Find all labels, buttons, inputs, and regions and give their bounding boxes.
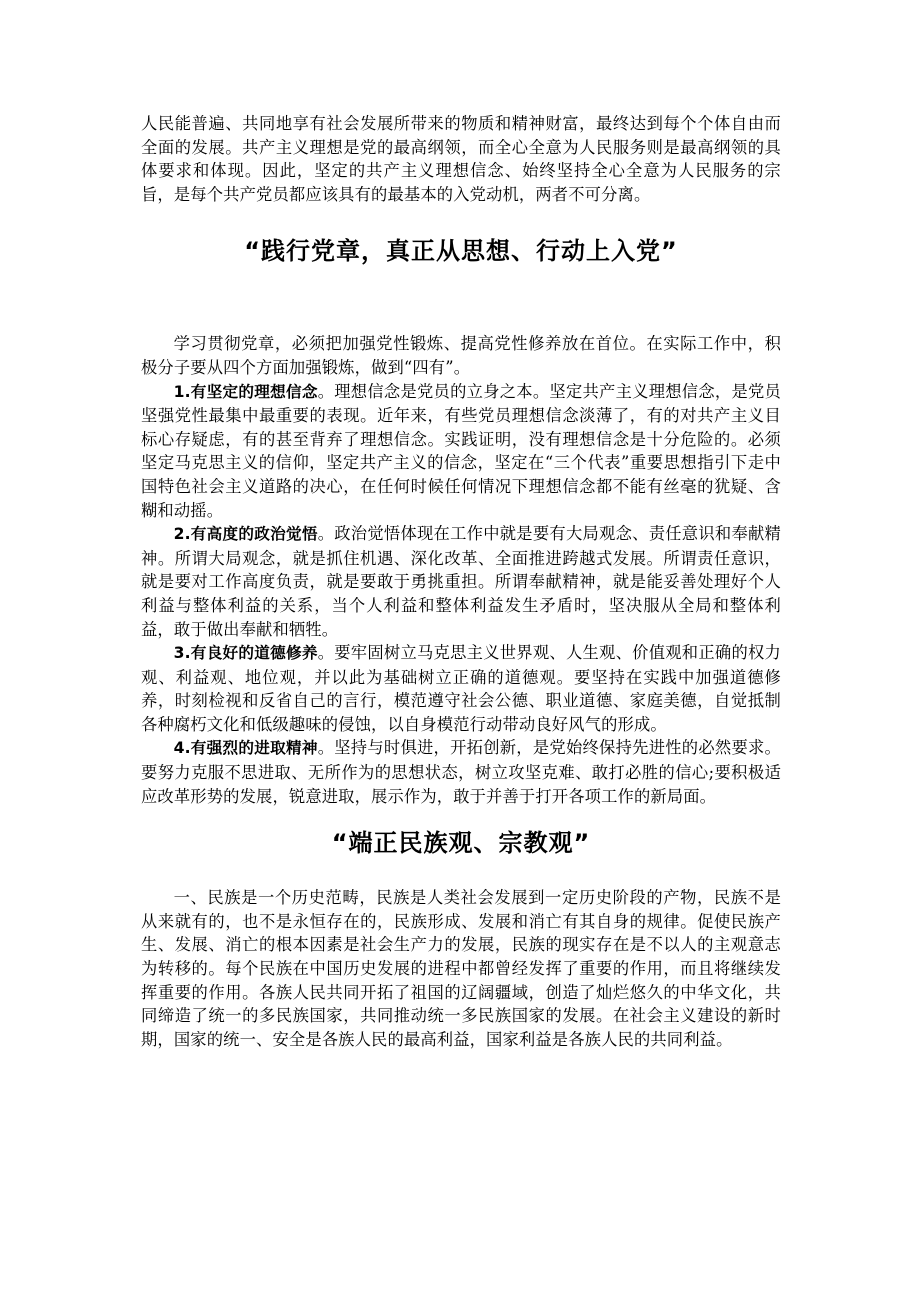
section2-paragraph: 一、民族是一个历史范畴，民族是人类社会发展到一定历史阶段的产物，民族不是从来就有的，也不是永恒存在的，民族形成、发展和消亡有其自身的规律。促使民族产生、发展、消亡的根本因素是社会生产力的发展，民族的现实存在是不以人的主观意志为转移的。每个民族在中国历史发展的进程中都曾经发挥了重要的作用，而且将继续发挥重要的作用。各族人民共同开拓了祖国的辽阔疆域，创造了灿烂悠久的中华文化，共同缔造了统一的多民族国家，共同推动统一多民族国家的发展。在社会主义建设的新时期，国家的统一、安全是各族人民的最高利益，国家利益是各族人民的共同利益。 (141, 888, 781, 1049)
item-lead-4: 4.有强烈的进取精神 (173, 739, 318, 758)
document-page (141, 112, 781, 1051)
item-paragraph-3 (141, 641, 781, 736)
item-text-1: 。理想信念是党员的立身之本。坚定共产主义理想信念，是党员坚强党性最集中最重要的表现。近年来，有些党员理想信念淡薄了，有的对共产主义目标心存疑虑，有的甚至背弃了理想信念。实践证明，没有理想信念是十分危险的。必须坚定马克思主义的信仰，坚定共产主义的信念，坚定在“三个代表”重要思想指引下走中国特色社会主义道路的决心，在任何时候任何情况下理想信念都不能有丝毫的犹疑、含糊和动摇。 (141, 381, 781, 520)
section-heading-ethnic-religion: “端正民族观、宗教观” (331, 829, 591, 858)
item-lead-1: 1.有坚定的理想信念 (173, 382, 318, 401)
item-text-4: 。坚持与时俱进，开拓创新，是党始终保持先进性的必然要求。要努力克服不思进取、无所作为的思想状态，树立攻坚克难、敢打必胜的信心;要积极适应改革形势的发展，锐意进取，展示作为，敢于并善于打开各项工作的新局面。 (141, 738, 781, 806)
section1-intro-paragraph: 学习贯彻党章，必须把加强党性锻炼、提高党性修养放在首位。在实际工作中，积极分子要从四个方面加强锻炼，做到“四有”。 (141, 334, 781, 377)
item-text-2: 。政治觉悟体现在工作中就是要有大局观念、责任意识和奉献精神。所谓大局观念，就是抓住机遇、深化改革、全面推进跨越式发展。所谓责任意识，就是要对工作高度负责，就是要敢于勇挑重担。所谓奉献精神，就是能妥善处理好个人利益与整体利益的关系，当个人利益和整体利益发生矛盾时，坚决服从全局和整体利益，敢于做出奉献和牺牲。 (141, 524, 781, 639)
item-lead-3: 3.有良好的道德修养 (173, 644, 318, 663)
item-text-3: 。要牢固树立马克思主义世界观、人生观、价值观和正确的权力观、利益观、地位观，并以此为基础树立正确的道德观。要坚持在实践中加强道德修养，时刻检视和反省自己的言行，模范遵守社会公德、职业道德、家庭美德，自觉抵制各种腐朽文化和低级趣味的侵蚀，以自身模范行动带动良好风气的形成。 (141, 643, 781, 734)
item-paragraph-1 (141, 380, 781, 523)
section-heading-party-constitution: “践行党章，真正从思想、行动上入党” (244, 237, 678, 266)
item-paragraph-2 (141, 522, 781, 641)
item-paragraph-4 (141, 736, 781, 808)
intro-paragraph: 人民能普遍、共同地享有社会发展所带来的物质和精神财富，最终达到每个个体自由而全面的发展。共产主义理想是党的最高纲领，而全心全意为人民服务则是最高纲领的具体要求和体现。因此，坚定的共产主义理想信念、始终坚持全心全意为人民服务的宗旨，是每个共产党员都应该具有的最基本的入党动机，两者不可分离。 (141, 114, 781, 204)
item-lead-2: 2.有高度的政治觉悟 (173, 525, 318, 544)
